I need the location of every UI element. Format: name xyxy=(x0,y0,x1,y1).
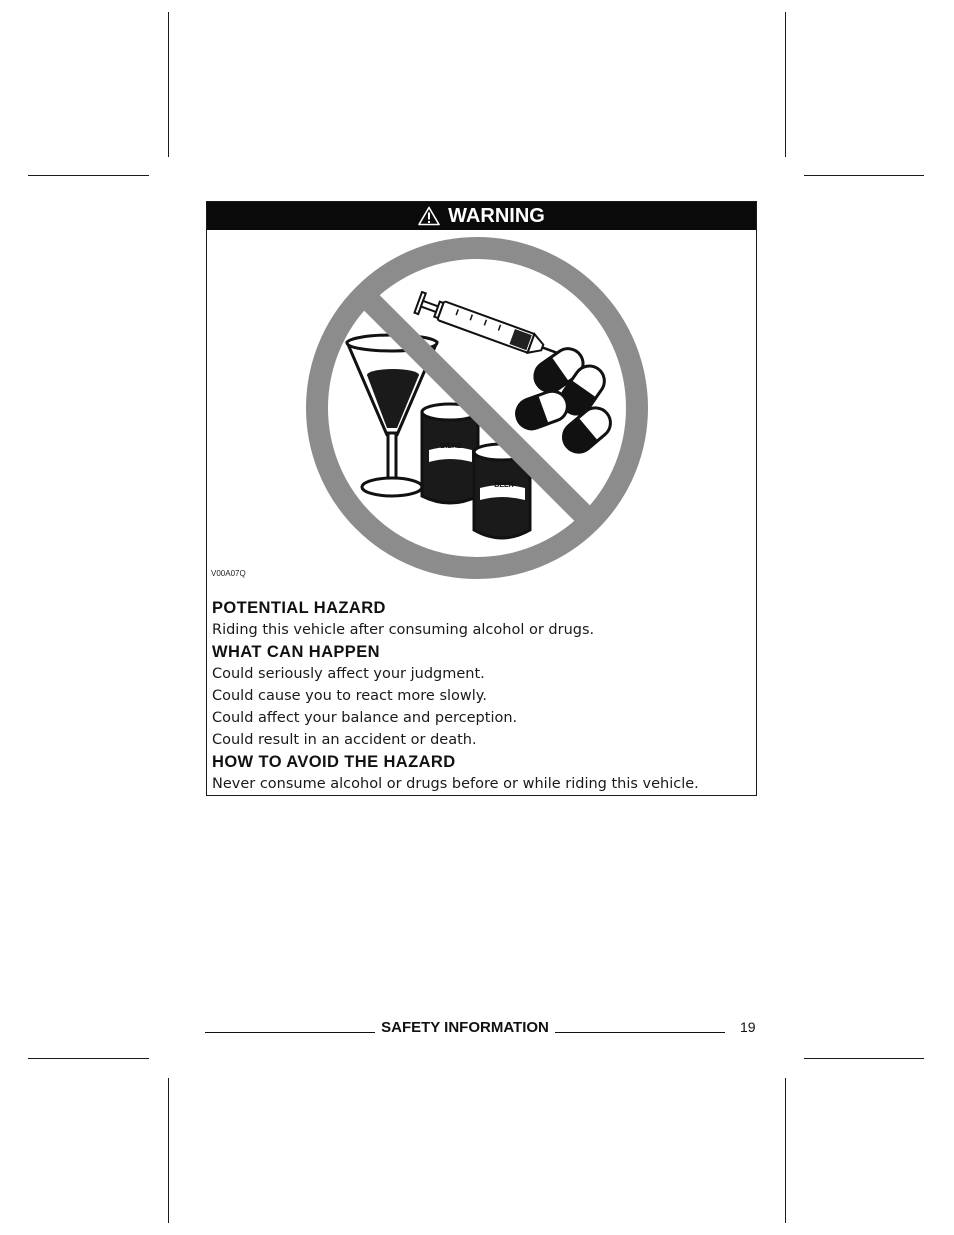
page-number: 19 xyxy=(740,1019,756,1035)
crop-mark xyxy=(785,1078,786,1223)
what-can-happen-heading: WHAT CAN HAPPEN xyxy=(212,643,380,661)
warning-title: WARNING xyxy=(448,204,545,227)
warning-text xyxy=(212,597,752,795)
what-can-happen-line: Could affect your balance and perception. xyxy=(212,710,518,726)
crop-mark xyxy=(785,12,786,157)
footer-rule xyxy=(555,1032,725,1033)
warning-box xyxy=(206,201,757,796)
crop-mark xyxy=(804,1058,924,1059)
crop-mark xyxy=(28,1058,149,1059)
crop-mark xyxy=(804,175,924,176)
crop-mark xyxy=(168,12,169,157)
what-can-happen-line: Could seriously affect your judgment. xyxy=(212,666,485,682)
potential-hazard-heading: POTENTIAL HAZARD xyxy=(212,599,386,617)
crop-mark xyxy=(168,1078,169,1223)
can-label-2: BEER xyxy=(494,482,514,489)
no-alcohol-or-drugs-icon xyxy=(207,230,756,590)
how-to-avoid-line: Never consume alcohol or drugs before or while riding this vehicle. xyxy=(212,776,699,792)
can-label-1: BIÈRE xyxy=(440,443,462,450)
pills-icon xyxy=(512,343,616,458)
beer-can-icon xyxy=(422,404,478,503)
footer-rule xyxy=(205,1032,375,1033)
potential-hazard-line: Riding this vehicle after consuming alcohol or drugs. xyxy=(212,622,595,638)
what-can-happen-line: Could result in an accident or death. xyxy=(212,732,477,748)
page-footer xyxy=(205,1019,725,1036)
what-can-happen-line: Could cause you to react more slowly. xyxy=(212,688,487,704)
warning-triangle-icon xyxy=(418,206,440,226)
footer-section-title: SAFETY INFORMATION xyxy=(381,1019,549,1036)
how-to-avoid-heading: HOW TO AVOID THE HAZARD xyxy=(212,753,456,771)
warning-header xyxy=(207,202,756,230)
figure-code: V00A07Q xyxy=(211,569,246,578)
crop-mark xyxy=(28,175,149,176)
